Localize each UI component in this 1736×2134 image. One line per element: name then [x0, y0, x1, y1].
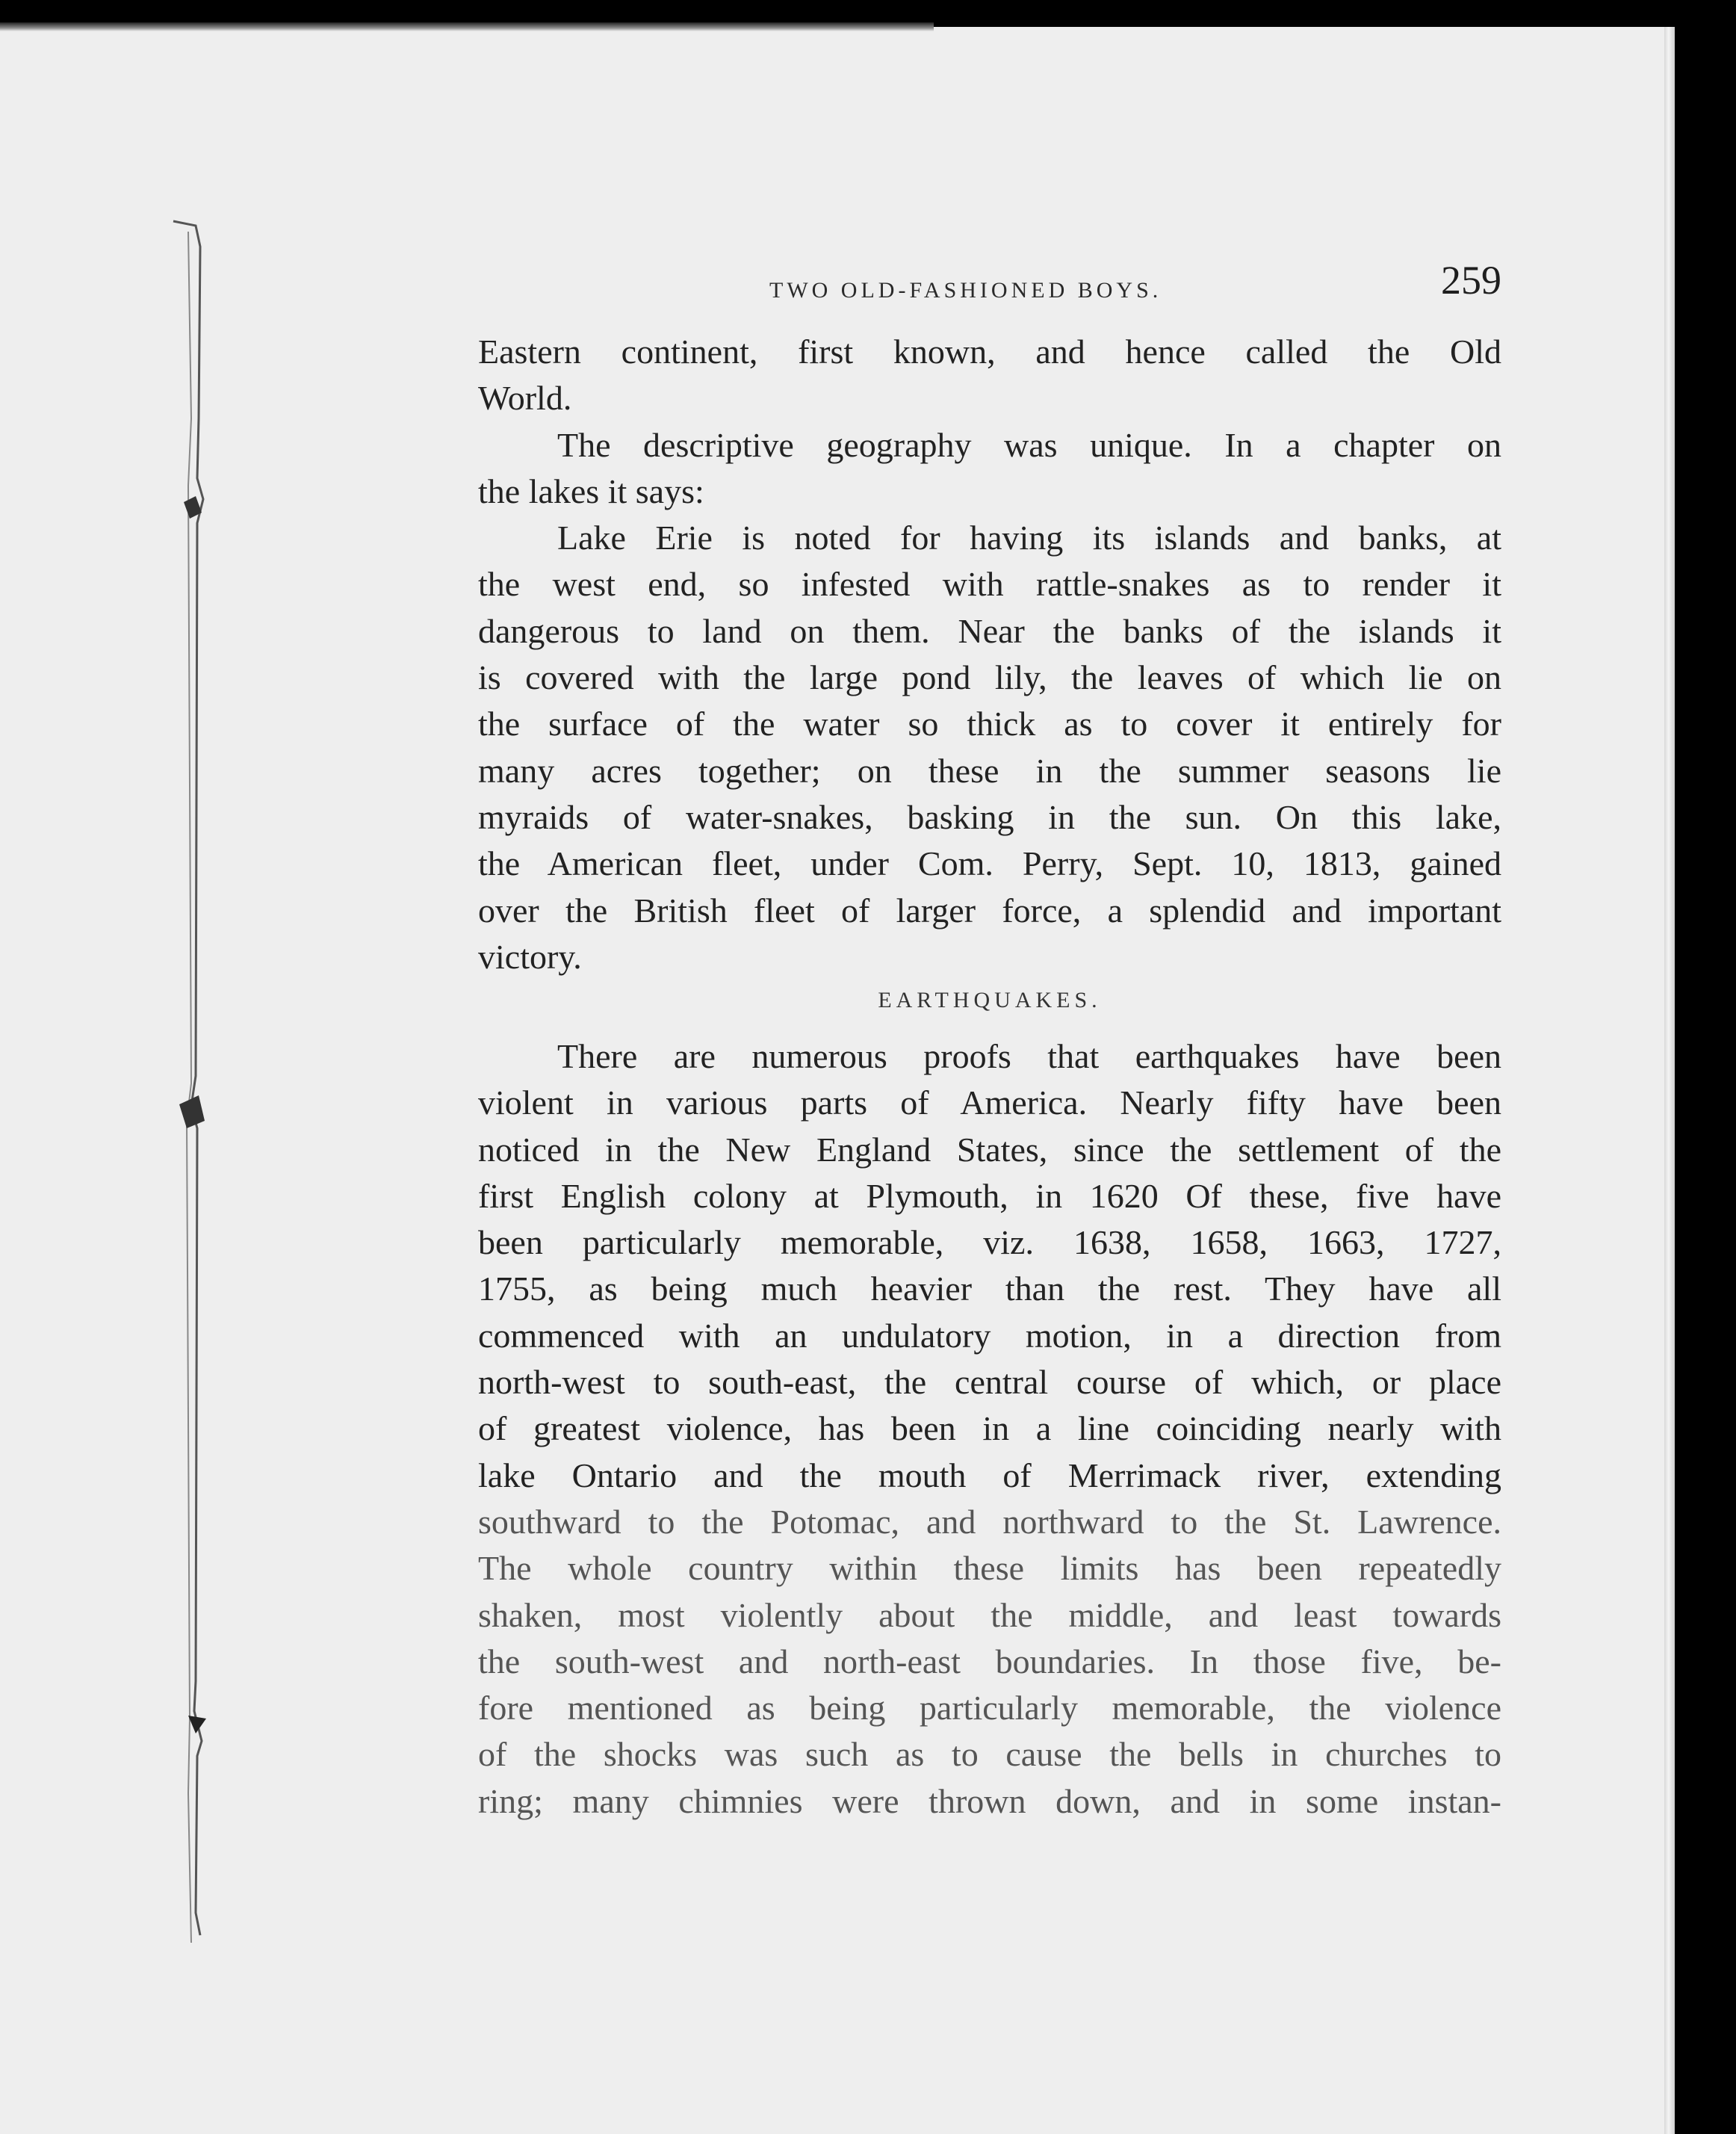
- section-heading: EARTHQUAKES.: [878, 988, 1102, 1012]
- page-edge: [1664, 27, 1675, 2134]
- text-line: been particularly memorable, viz. 1638, 1658, 1663, 1727,: [478, 1223, 1501, 1262]
- binding-thread: [0, 0, 239, 2134]
- text-line: victory.: [478, 937, 582, 976]
- paragraph-block-earthquakes: [478, 1033, 1501, 1825]
- text-line: of greatest violence, has been in a line coinciding nearly with: [478, 1409, 1501, 1448]
- text-line: noticed in the New England States, since the settlement of the: [478, 1130, 1501, 1169]
- text-line: The descriptive geography was unique. In a chapter on: [557, 425, 1501, 464]
- text-line: of the shocks was such as to cause the bells in churches to: [478, 1735, 1501, 1774]
- text-line: Eastern continent, first known, and hence called the Old: [478, 333, 1501, 371]
- page-header: [478, 257, 1501, 332]
- text-line: violent in various parts of America. Nearly fifty have been: [478, 1083, 1501, 1122]
- text-line: is covered with the large pond lily, the leaves of which lie on: [478, 658, 1501, 697]
- text-line: fore mentioned as being particularly memorable, the violence: [478, 1689, 1501, 1728]
- text-line: Lake Erie is noted for having its islands and banks, at: [557, 519, 1501, 557]
- running-head: TWO OLD-FASHIONED BOYS.: [769, 278, 1162, 303]
- text-line: north-west to south-east, the central course of which, or place: [478, 1363, 1501, 1402]
- text-line: shaken, most violently about the middle, and least towards: [478, 1595, 1501, 1634]
- text-line: the lakes it says:: [478, 471, 704, 510]
- text-line: commenced with an undulatory motion, in a direction from: [478, 1316, 1501, 1355]
- text-line: first English colony at Plymouth, in 1620 Of these, five have: [478, 1176, 1501, 1215]
- text-line: the south-west and north-east boundaries. In those five, be-: [478, 1642, 1501, 1680]
- text-line: The whole country within these limits has been repeatedly: [478, 1549, 1501, 1588]
- section-heading-container: [478, 977, 1501, 1024]
- page-number: 259: [1441, 258, 1501, 303]
- text-line: over the British fleet of larger force, a splendid and important: [478, 891, 1501, 930]
- text-line: the American fleet, under Com. Perry, Sept. 10, 1813, gained: [478, 844, 1501, 883]
- text-line: the surface of the water so thick as to cover it entirely for: [478, 705, 1501, 743]
- text-line: 1755, as being much heavier than the rest. They have all: [478, 1269, 1501, 1308]
- text-line: myraids of water-snakes, basking in the sun. On this lake,: [478, 797, 1501, 836]
- paragraph-block-geography: [478, 329, 1501, 980]
- text-line: southward to the Potomac, and northward to the St. Lawrence.: [478, 1502, 1501, 1541]
- text-line: dangerous to land on them. Near the banks of the islands it: [478, 611, 1501, 650]
- text-line: World.: [478, 379, 572, 418]
- text-line: many acres together; on these in the summer seasons lie: [478, 751, 1501, 790]
- text-line: the west end, so infested with rattle-snakes as to render it: [478, 565, 1501, 604]
- text-line: ring; many chimnies were thrown down, and in some instan-: [478, 1781, 1501, 1820]
- text-line: There are numerous proofs that earthquakes have been: [557, 1037, 1501, 1075]
- text-line: lake Ontario and the mouth of Merrimack river, extending: [478, 1456, 1501, 1494]
